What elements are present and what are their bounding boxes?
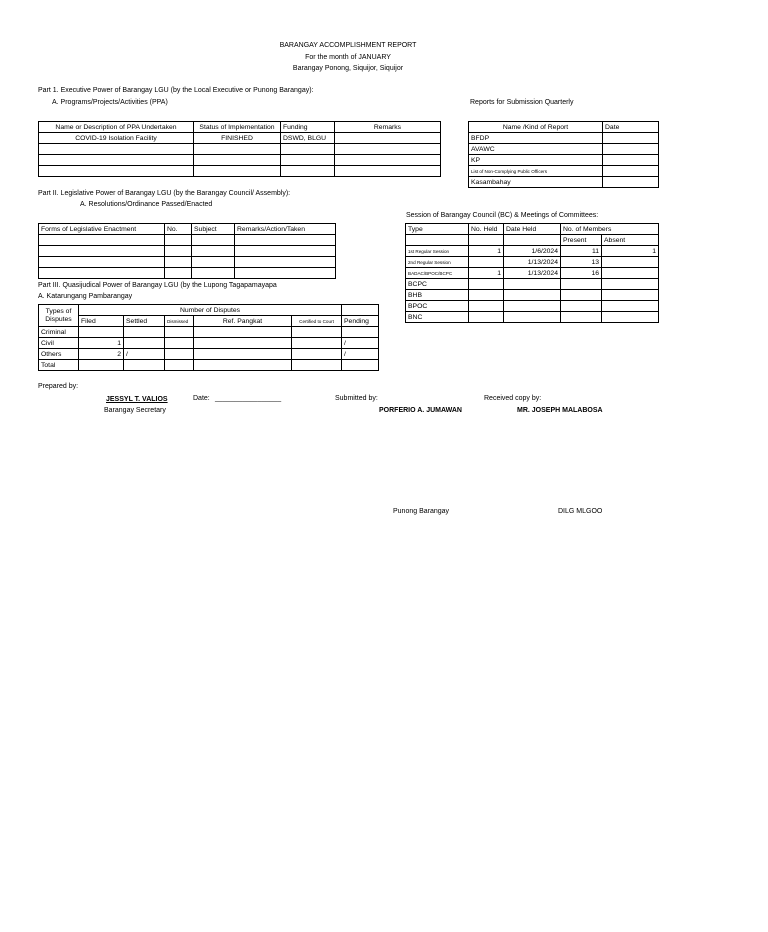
part3-heading: Part III. Quasijudical Power of Barangay LGU (by the Lupong Tagapamayapa xyxy=(38,282,277,289)
prepared-by-name: JESSYL T. VALIOS xyxy=(106,396,168,403)
column-header: Number of Disputes xyxy=(79,305,342,316)
column-header: Name /Kind of Report xyxy=(469,122,603,133)
prepared-by-title: Barangay Secretary xyxy=(104,407,166,414)
report-location: Barangay Ponong, Siquijor, Siquijor xyxy=(292,65,404,72)
submitted-by-title: Punong Barangay xyxy=(393,508,450,515)
session-held: 1 xyxy=(469,268,504,279)
table-row xyxy=(406,246,659,257)
column-header: No. of Members xyxy=(561,224,659,235)
session-absent xyxy=(602,257,659,268)
part1-heading: Part 1. Executive Power of Barangay LGU (by the Local Executive or Punong Barangay): xyxy=(38,87,314,94)
quarterly-table xyxy=(468,121,659,188)
table-row xyxy=(469,166,659,177)
table-cell: FINISHED xyxy=(194,133,281,144)
session-absent: 1 xyxy=(602,246,659,257)
session-type: BADAC/BPOC/BCPC xyxy=(406,268,469,279)
session-type: BPOC xyxy=(406,301,469,312)
session-type: 1st Regular Session xyxy=(406,246,469,257)
column-header: Absent xyxy=(602,235,659,246)
dispute-pending xyxy=(342,360,379,371)
received-by-name: MR. JOSEPH MALABOSA xyxy=(517,407,603,414)
dispute-settled: / xyxy=(124,349,165,360)
column-header: Type xyxy=(406,224,469,235)
column-header: Certified to Court xyxy=(292,316,342,327)
column-header: Present xyxy=(561,235,602,246)
dispute-type: Others xyxy=(39,349,79,360)
column-header: Ref. Pangkat xyxy=(194,316,292,327)
column-header: Pending xyxy=(342,316,379,327)
report-name: List of Non-Complying Public Officers xyxy=(469,166,603,177)
dispute-settled xyxy=(124,338,165,349)
column-header: Date Held xyxy=(504,224,561,235)
session-type: BHB xyxy=(406,290,469,301)
prepared-by-label: Prepared by: xyxy=(38,383,79,390)
table-row xyxy=(39,268,336,279)
session-present: 13 xyxy=(561,257,602,268)
table-header-row xyxy=(469,122,659,133)
table-row xyxy=(39,327,379,338)
column-header: Filed xyxy=(79,316,124,327)
dispute-filed: 2 xyxy=(79,349,124,360)
column-header: Date xyxy=(603,122,659,133)
table-subheader-row xyxy=(406,235,659,246)
received-by-title: DILG MLGOO xyxy=(558,508,603,515)
column-header: No. xyxy=(165,224,192,235)
part3-subheading: A. Katarungang Pambarangay xyxy=(38,293,133,300)
column-header: Remarks xyxy=(335,122,441,133)
session-type: 2nd Regular Session xyxy=(406,257,469,268)
report-month: For the month of JANUARY xyxy=(305,54,391,61)
report-name: BFDP xyxy=(469,133,603,144)
ppa-table xyxy=(38,121,441,177)
dispute-settled xyxy=(124,360,165,371)
session-heading: Session of Barangay Council (BC) & Meetings of Committees: xyxy=(406,212,599,219)
table-header-row xyxy=(39,305,379,316)
dispute-type: Civil xyxy=(39,338,79,349)
table-row xyxy=(39,246,336,257)
table-row xyxy=(406,279,659,290)
dispute-filed xyxy=(79,360,124,371)
part1-subheading: A. Programs/Projects/Activities (PPA) xyxy=(52,99,168,106)
table-header-row xyxy=(406,224,659,235)
table-header-row xyxy=(39,224,336,235)
report-name: AVAWC xyxy=(469,144,603,155)
date-label: Date: xyxy=(193,395,210,402)
table-row xyxy=(39,360,379,371)
part2-heading: Part II. Legislative Power of Barangay LGU (by the Barangay Council/ Assembly): xyxy=(38,190,291,197)
received-by-label: Received copy by: xyxy=(484,395,542,402)
dispute-type: Total xyxy=(39,360,79,371)
table-row xyxy=(406,312,659,323)
column-header: Forms of Legislative Enactment xyxy=(39,224,165,235)
report-name: Kasambahay xyxy=(469,177,603,188)
table-row xyxy=(39,144,441,155)
table-row xyxy=(406,290,659,301)
table-row xyxy=(39,257,336,268)
report-name: KP xyxy=(469,155,603,166)
session-held: 1 xyxy=(469,246,504,257)
session-present: 16 xyxy=(561,268,602,279)
session-date: 1/13/2024 xyxy=(504,257,561,268)
disputes-table xyxy=(38,304,379,371)
session-type: BNC xyxy=(406,312,469,323)
column-header: Types of Disputes xyxy=(39,305,79,327)
column-header: Name or Description of PPA Undertaken xyxy=(39,122,194,133)
submitted-by-name: PORFERIO A. JUMAWAN xyxy=(379,407,462,414)
session-date: 1/6/2024 xyxy=(504,246,561,257)
quarterly-heading: Reports for Submission Quarterly xyxy=(470,99,574,106)
table-cell: COVID-19 Isolation Facility xyxy=(39,133,194,144)
dispute-type: Criminal xyxy=(39,327,79,338)
column-header: Status of Implementation xyxy=(194,122,281,133)
table-row xyxy=(469,133,659,144)
column-header: Remarks/Action/Taken xyxy=(235,224,336,235)
table-row xyxy=(39,133,441,144)
column-header: Subject xyxy=(192,224,235,235)
dispute-settled xyxy=(124,327,165,338)
part2-subheading: A. Resolutions/Ordinance Passed/Enacted xyxy=(80,201,213,208)
session-present: 11 xyxy=(561,246,602,257)
table-row xyxy=(406,268,659,279)
table-cell xyxy=(335,133,441,144)
dispute-filed: 1 xyxy=(79,338,124,349)
session-date: 1/13/2024 xyxy=(504,268,561,279)
table-subheader-row xyxy=(39,316,379,327)
table-row xyxy=(406,301,659,312)
table-row xyxy=(39,166,441,177)
session-table xyxy=(405,223,659,323)
session-held xyxy=(469,257,504,268)
submitted-by-label: Submitted by: xyxy=(335,395,378,402)
table-row xyxy=(39,155,441,166)
column-header: Settled xyxy=(124,316,165,327)
dispute-pending: / xyxy=(342,349,379,360)
date-line: _________________ xyxy=(215,395,282,402)
dispute-pending xyxy=(342,327,379,338)
table-row xyxy=(469,177,659,188)
table-cell: DSWD, BLGU xyxy=(281,133,335,144)
report-title: BARANGAY ACCOMPLISHMENT REPORT xyxy=(279,42,417,49)
table-row xyxy=(469,144,659,155)
dispute-filed xyxy=(79,327,124,338)
column-header: Dismissed xyxy=(165,316,194,327)
session-absent xyxy=(602,268,659,279)
table-row xyxy=(406,257,659,268)
session-type: BCPC xyxy=(406,279,469,290)
table-row xyxy=(39,235,336,246)
table-header-row xyxy=(39,122,441,133)
column-header: Funding xyxy=(281,122,335,133)
dispute-pending: / xyxy=(342,338,379,349)
table-row xyxy=(469,155,659,166)
table-row xyxy=(39,338,379,349)
legislative-table xyxy=(38,223,336,279)
table-row xyxy=(39,349,379,360)
column-header: No. Held xyxy=(469,224,504,235)
